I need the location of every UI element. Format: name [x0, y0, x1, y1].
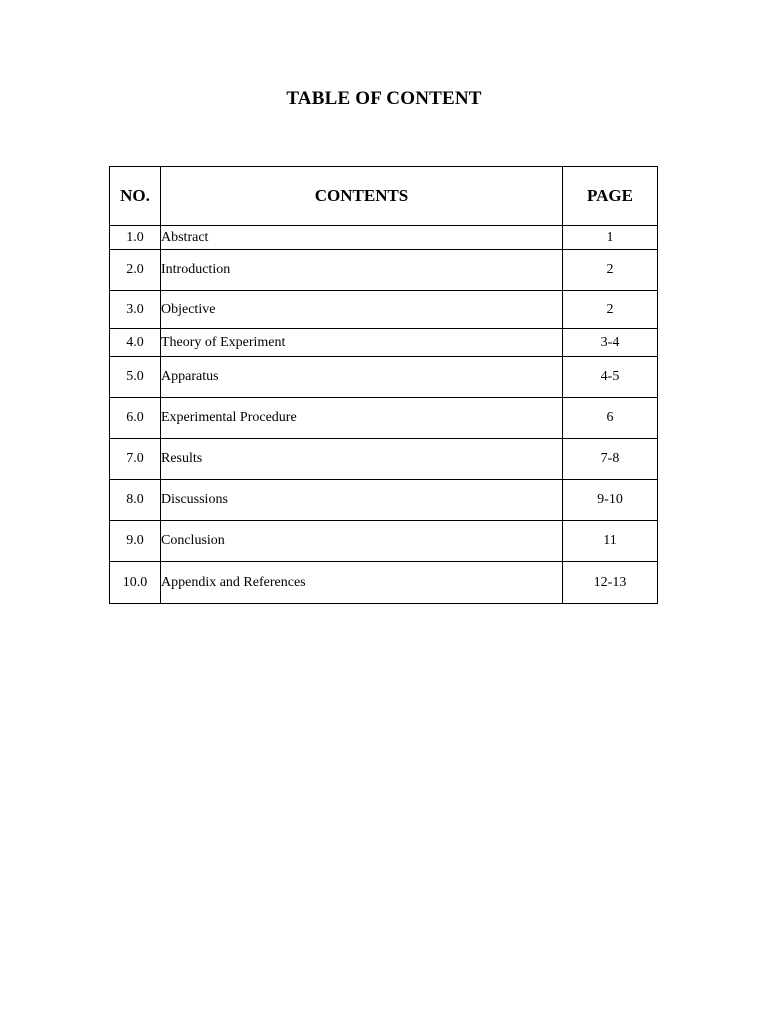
table-row	[110, 357, 658, 398]
table-row	[110, 329, 658, 357]
row-page: 3-4	[563, 329, 658, 357]
row-contents: Results	[161, 439, 563, 480]
table-row	[110, 398, 658, 439]
row-contents: Abstract	[161, 226, 563, 250]
table-row	[110, 562, 658, 604]
row-contents: Discussions	[161, 480, 563, 521]
row-number: 6.0	[110, 398, 161, 439]
row-page: 1	[563, 226, 658, 250]
row-page: 2	[563, 250, 658, 291]
row-page: 12-13	[563, 562, 658, 604]
row-page: 6	[563, 398, 658, 439]
table-row	[110, 521, 658, 562]
table-row	[110, 250, 658, 291]
table-of-contents	[109, 166, 658, 604]
table-header-row	[110, 167, 658, 226]
row-contents: Objective	[161, 291, 563, 329]
table-row	[110, 480, 658, 521]
header-no: NO.	[110, 167, 161, 226]
row-number: 10.0	[110, 562, 161, 604]
row-page: 11	[563, 521, 658, 562]
table-row	[110, 291, 658, 329]
row-number: 5.0	[110, 357, 161, 398]
header-contents: CONTENTS	[161, 167, 563, 226]
row-contents: Apparatus	[161, 357, 563, 398]
row-page: 9-10	[563, 480, 658, 521]
row-contents: Experimental Procedure	[161, 398, 563, 439]
row-number: 2.0	[110, 250, 161, 291]
row-number: 1.0	[110, 226, 161, 250]
table-row	[110, 226, 658, 250]
row-page: 4-5	[563, 357, 658, 398]
row-number: 3.0	[110, 291, 161, 329]
page-title: TABLE OF CONTENT	[286, 88, 482, 109]
row-contents: Introduction	[161, 250, 563, 291]
row-contents: Conclusion	[161, 521, 563, 562]
row-number: 9.0	[110, 521, 161, 562]
row-number: 7.0	[110, 439, 161, 480]
row-page: 2	[563, 291, 658, 329]
row-number: 4.0	[110, 329, 161, 357]
row-contents: Theory of Experiment	[161, 329, 563, 357]
table-row	[110, 439, 658, 480]
row-page: 7-8	[563, 439, 658, 480]
header-page: PAGE	[563, 167, 658, 226]
row-contents: Appendix and References	[161, 562, 563, 604]
row-number: 8.0	[110, 480, 161, 521]
